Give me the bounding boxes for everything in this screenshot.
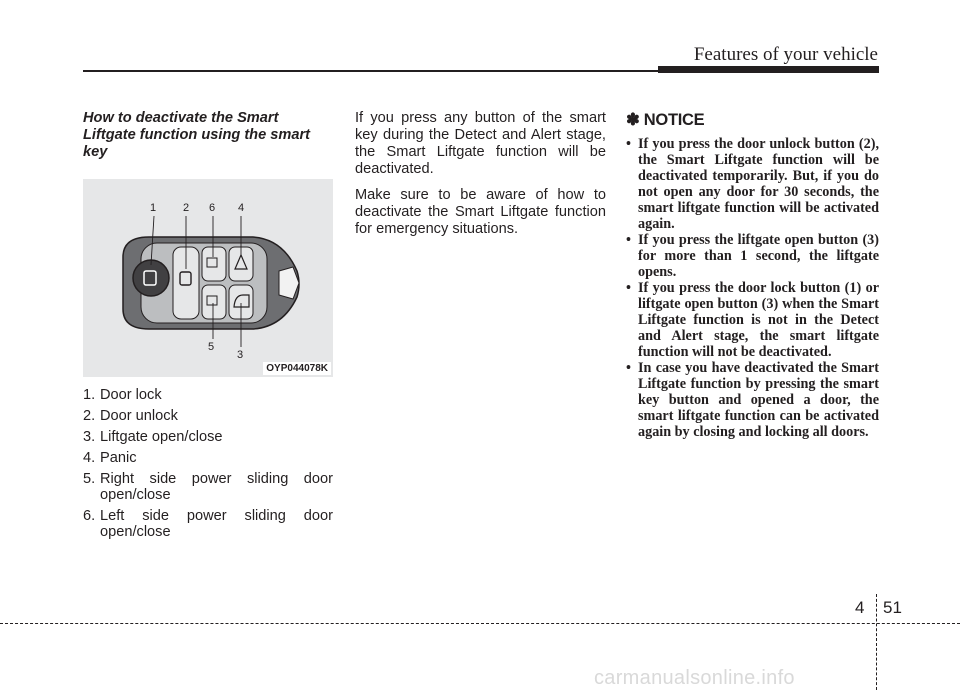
header-rule-tab xyxy=(658,66,879,73)
callout-label: 4 xyxy=(238,202,245,214)
footer-rule xyxy=(0,623,960,624)
callout-label: 3 xyxy=(237,349,244,361)
watermark: carmanualsonline.info xyxy=(594,667,795,689)
notice-title: ✽ NOTICE xyxy=(626,111,705,129)
callout-label: 2 xyxy=(183,202,190,214)
legend-item: 4. Panic xyxy=(83,450,137,466)
bullet-icon: • xyxy=(626,360,631,376)
bullet-icon: • xyxy=(626,280,631,296)
notice-item: • In case you have deactivated the Smart Liftgate function by pressing the smart key button and opened a door, the smart liftgate function can be activated again by closing and locking all doors. xyxy=(626,360,879,440)
page-number: 51 xyxy=(883,598,902,617)
callout-label: 5 xyxy=(208,341,215,353)
left-sliding-door-button xyxy=(202,247,226,281)
notice-item: • If you press the liftgate open button (3) for more than 1 second, the liftgate opens. xyxy=(626,232,879,280)
left-column xyxy=(83,110,333,545)
notice-item: • If you press the door lock button (1) or liftgate open button (3) when the Smart Liftgate function is not in the Detect and Alert stage, the smart liftgate function will not be deactivated. xyxy=(626,280,879,360)
right-sliding-door-button xyxy=(202,285,226,319)
legend-item: 1. Door lock xyxy=(83,387,162,403)
notice-item: • If you press the door unlock button (2), the Smart Liftgate function will be deactivated temporarily. But, if you do not open any door for 30 seconds, the smart liftgate function will be activated again. xyxy=(626,136,879,232)
body-paragraph: If you press any button of the smart key during the Detect and Alert stage, the Smart Liftgate function will be deactivated. xyxy=(355,110,606,177)
legend-item: 6. Left side power sliding door open/close xyxy=(83,508,333,540)
middle-column xyxy=(355,110,606,247)
chapter-number: 4 xyxy=(855,598,865,617)
smart-key-figure xyxy=(83,179,333,377)
legend-item: 5. Right side power sliding door open/close xyxy=(83,471,333,503)
door-lock-button xyxy=(133,260,169,296)
callout-label: 6 xyxy=(209,202,216,214)
legend-item: 3. Liftgate open/close xyxy=(83,429,223,445)
notice-box xyxy=(626,110,879,440)
running-header: Features of your vehicle xyxy=(693,44,878,65)
footer-divider xyxy=(876,594,877,690)
callout-label: 1 xyxy=(150,202,157,214)
section-heading: How to deactivate the Smart Liftgate function using the smart key xyxy=(83,110,311,160)
notice-list xyxy=(626,136,879,440)
button-legend xyxy=(83,387,333,540)
bullet-icon: • xyxy=(626,232,631,248)
body-paragraph: Make sure to be aware of how to deactivate the Smart Liftgate function for emergency situations. xyxy=(355,187,606,237)
figure-code: OYP044078K xyxy=(263,362,331,375)
bullet-icon: • xyxy=(626,136,631,152)
legend-item: 2. Door unlock xyxy=(83,408,178,424)
